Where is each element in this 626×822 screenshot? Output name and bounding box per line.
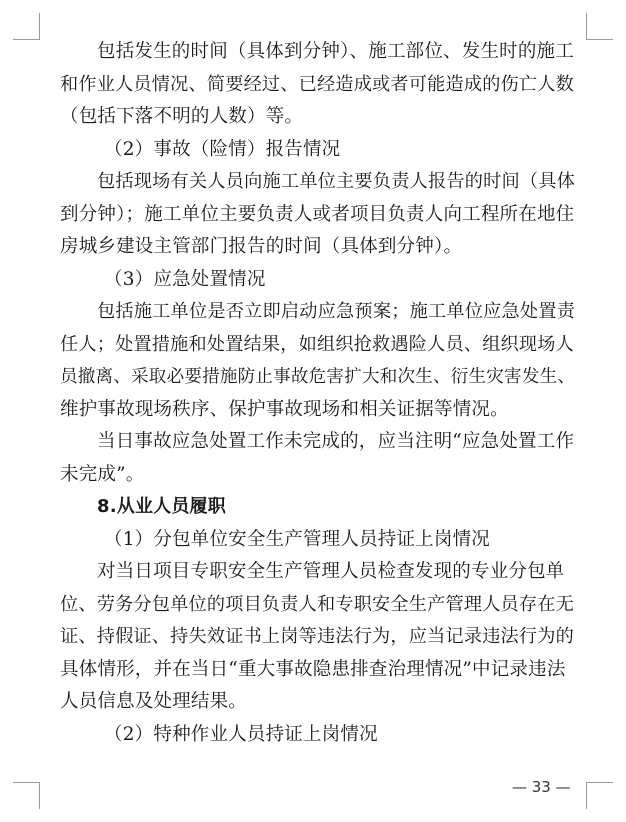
section-heading: 8.从业人员履职 — [97, 496, 226, 517]
paragraph-line: 包括现场有关人员向施工单位主要负责人报告的时间（具体 — [97, 171, 576, 192]
crop-mark-bottom-left — [13, 782, 40, 809]
paragraph-line: 房城乡建设主管部门报告的时间（具体到分钟）。 — [60, 236, 463, 257]
paragraph-line: 当日事故应急处置工作未完成的，应当注明“应急处置工作 — [97, 431, 575, 452]
subheading: （3）应急处置情况 — [104, 268, 266, 290]
crop-mark-bottom-right — [586, 782, 613, 809]
paragraph-line: 位、劳务分包单位的项目负责人和专职安全生产管理人员存在无 — [60, 593, 574, 615]
paragraph-line: 维护事故现场秩序、保护事故现场和相关证据等情况。 — [60, 398, 509, 420]
paragraph-line: 人员信息及处理结果。 — [60, 691, 248, 712]
paragraph-line: 未完成”。 — [60, 463, 145, 485]
paragraph-line: 对当日项目专职安全生产管理人员检查发现的专业分包单 — [97, 561, 565, 582]
crop-mark-top-left — [13, 13, 40, 40]
paragraph-line: 包括施工单位是否立即启动应急预案；施工单位应急处置责 — [97, 301, 576, 322]
body-text — [60, 36, 580, 751]
page-number: — 33 — — [512, 778, 571, 796]
subheading: （1）分包单位安全生产管理人员持证上岗情况 — [104, 528, 490, 550]
paragraph-line: 员撤离、采取必要措施防止事故危害扩大和次生、衍生灾害发生、 — [60, 367, 576, 387]
paragraph-line: （包括下落不明的人数）等。 — [60, 106, 304, 127]
paragraph-line: 到分钟）；施工单位主要负责人或者项目负责人向工程所在地住 — [60, 203, 575, 225]
subheading: （2）事故（险情）报告情况 — [104, 138, 341, 160]
paragraph-line: 包括发生的时间（具体到分钟）、施工部位、发生时的施工 — [97, 41, 574, 62]
paragraph-line: 任人；处置措施和处置结果，如组织抢救遇险人员、组织现场人 — [60, 333, 574, 355]
paragraph-line: 证、持假证、持失效证书上岗等违法行为，应当记录违法行为的 — [60, 626, 574, 647]
crop-mark-top-right — [586, 13, 613, 40]
paragraph-line: 具体情形，并在当日“重大事故隐患排查治理情况”中记录违法 — [60, 658, 566, 680]
subheading: （2）特种作业人员持证上岗情况 — [104, 723, 378, 745]
paragraph-line: 和作业人员情况、简要经过、已经造成或者可能造成的伤亡人数 — [60, 73, 574, 95]
